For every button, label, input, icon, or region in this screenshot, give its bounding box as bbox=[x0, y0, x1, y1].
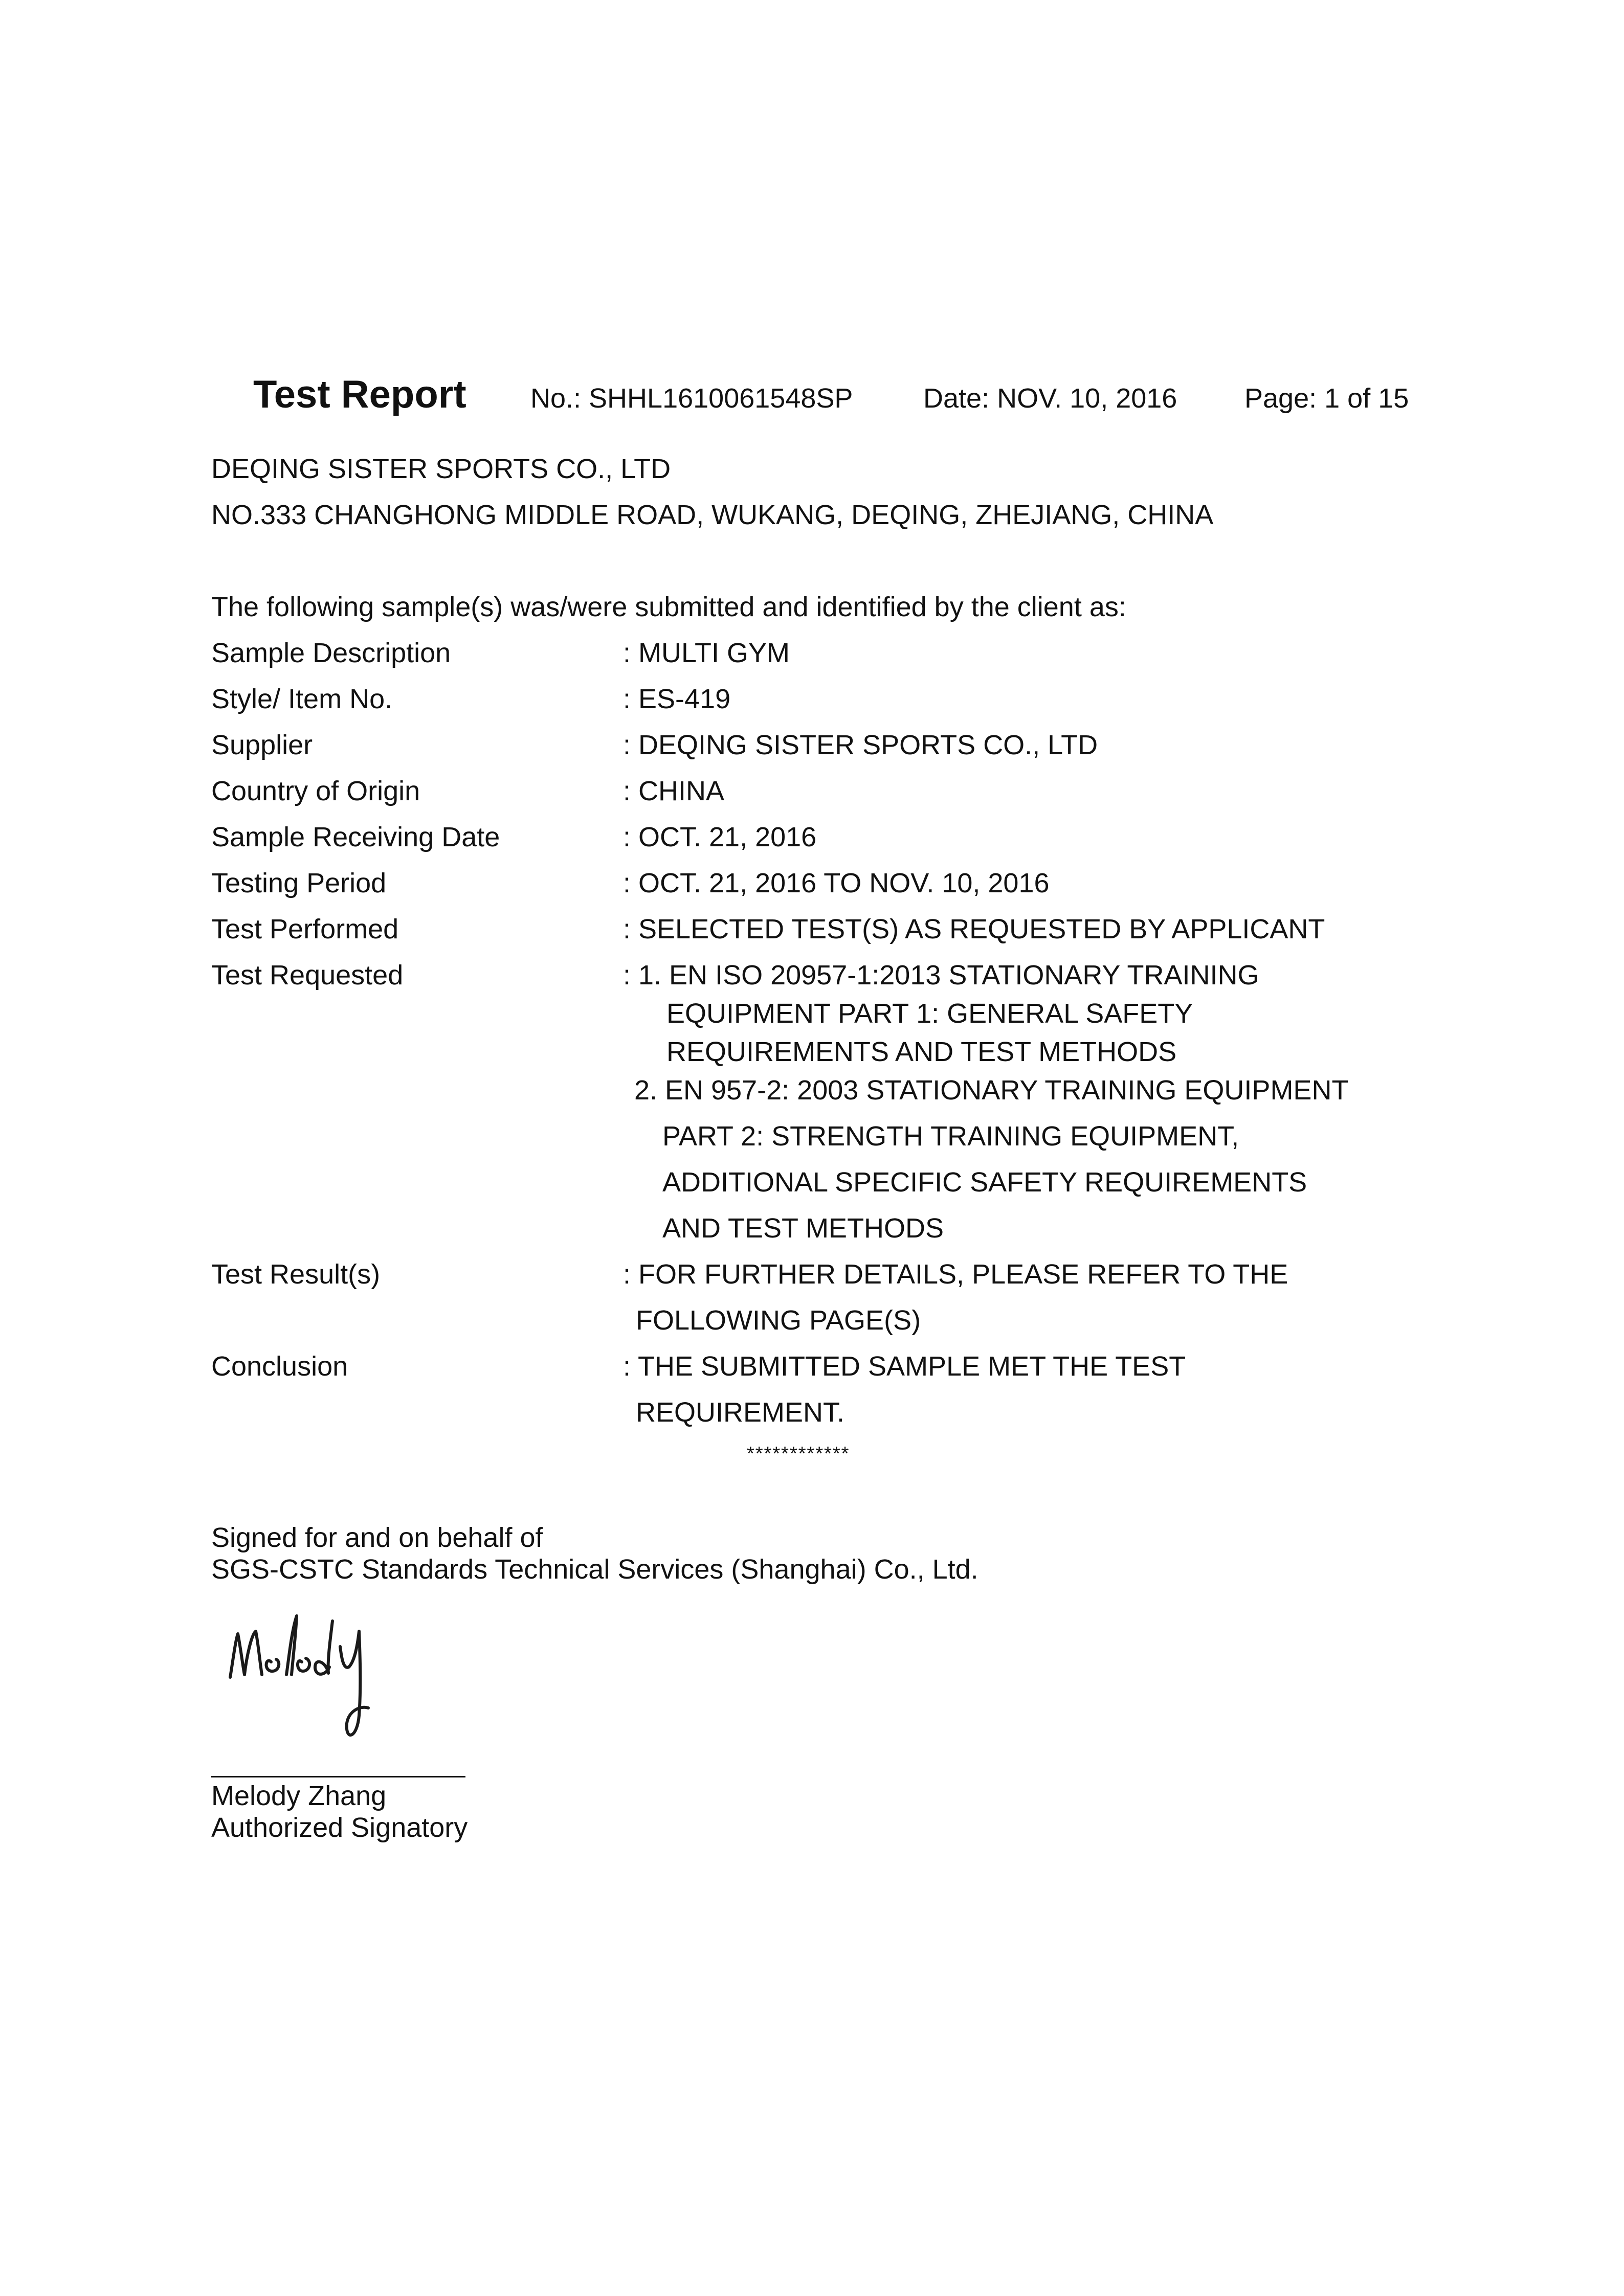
testing-period-value: : OCT. 21, 2016 TO NOV. 10, 2016 bbox=[623, 868, 1050, 898]
end-separator: ************ bbox=[747, 1443, 850, 1465]
report-title: Test Report bbox=[253, 373, 466, 416]
test-requested-line: ADDITIONAL SPECIFIC SAFETY REQUIREMENTS bbox=[662, 1167, 1307, 1198]
country-value: : CHINA bbox=[623, 776, 725, 806]
client-name: DEQING SISTER SPORTS CO., LTD bbox=[211, 454, 671, 484]
test-requested-line: : 1. EN ISO 20957-1:2013 STATIONARY TRAINING bbox=[623, 960, 1259, 991]
test-requested-line: 2. EN 957-2: 2003 STATIONARY TRAINING EQUIPMENT bbox=[634, 1075, 1349, 1106]
test-results-line: : FOR FURTHER DETAILS, PLEASE REFER TO THE bbox=[623, 1259, 1288, 1290]
report-number: No.: SHHL1610061548SP bbox=[530, 383, 853, 414]
receiving-date-value: : OCT. 21, 2016 bbox=[623, 822, 817, 852]
signature-line bbox=[211, 1776, 465, 1777]
supplier-value: : DEQING SISTER SPORTS CO., LTD bbox=[623, 730, 1098, 760]
test-results-line: FOLLOWING PAGE(S) bbox=[636, 1305, 921, 1336]
test-performed-value: : SELECTED TEST(S) AS REQUESTED BY APPLICANT bbox=[623, 914, 1325, 944]
signoff-line-2: SGS-CSTC Standards Technical Services (Shanghai) Co., Ltd. bbox=[211, 1554, 978, 1585]
conclusion-line: REQUIREMENT. bbox=[636, 1397, 845, 1428]
intro-text: The following sample(s) was/were submitted and identified by the client as: bbox=[211, 592, 1126, 622]
test-requested-line: AND TEST METHODS bbox=[662, 1213, 944, 1244]
signoff-line-1: Signed for and on behalf of bbox=[211, 1522, 543, 1553]
test-requested-line: PART 2: STRENGTH TRAINING EQUIPMENT, bbox=[662, 1121, 1239, 1152]
testing-period-label: Testing Period bbox=[211, 868, 387, 898]
test-requested-line: REQUIREMENTS AND TEST METHODS bbox=[666, 1037, 1177, 1067]
signatory-title: Authorized Signatory bbox=[211, 1812, 468, 1843]
conclusion-label: Conclusion bbox=[211, 1351, 348, 1382]
test-results-label: Test Result(s) bbox=[211, 1259, 381, 1290]
test-performed-label: Test Performed bbox=[211, 914, 399, 944]
signature-image bbox=[215, 1585, 419, 1754]
receiving-date-label: Sample Receiving Date bbox=[211, 822, 500, 852]
conclusion-line: : THE SUBMITTED SAMPLE MET THE TEST bbox=[623, 1351, 1186, 1382]
signatory-name: Melody Zhang bbox=[211, 1781, 387, 1811]
page-number: Page: 1 of 15 bbox=[1244, 383, 1409, 414]
sample-description-label: Sample Description bbox=[211, 638, 451, 668]
report-date: Date: NOV. 10, 2016 bbox=[923, 383, 1177, 414]
supplier-label: Supplier bbox=[211, 730, 313, 760]
test-requested-line: EQUIPMENT PART 1: GENERAL SAFETY bbox=[666, 998, 1193, 1029]
test-requested-label: Test Requested bbox=[211, 960, 404, 991]
style-item-value: : ES-419 bbox=[623, 684, 731, 714]
style-item-label: Style/ Item No. bbox=[211, 684, 393, 714]
country-label: Country of Origin bbox=[211, 776, 420, 806]
sample-description-value: : MULTI GYM bbox=[623, 638, 790, 668]
client-address: NO.333 CHANGHONG MIDDLE ROAD, WUKANG, DEQING, ZHEJIANG, CHINA bbox=[211, 500, 1214, 530]
